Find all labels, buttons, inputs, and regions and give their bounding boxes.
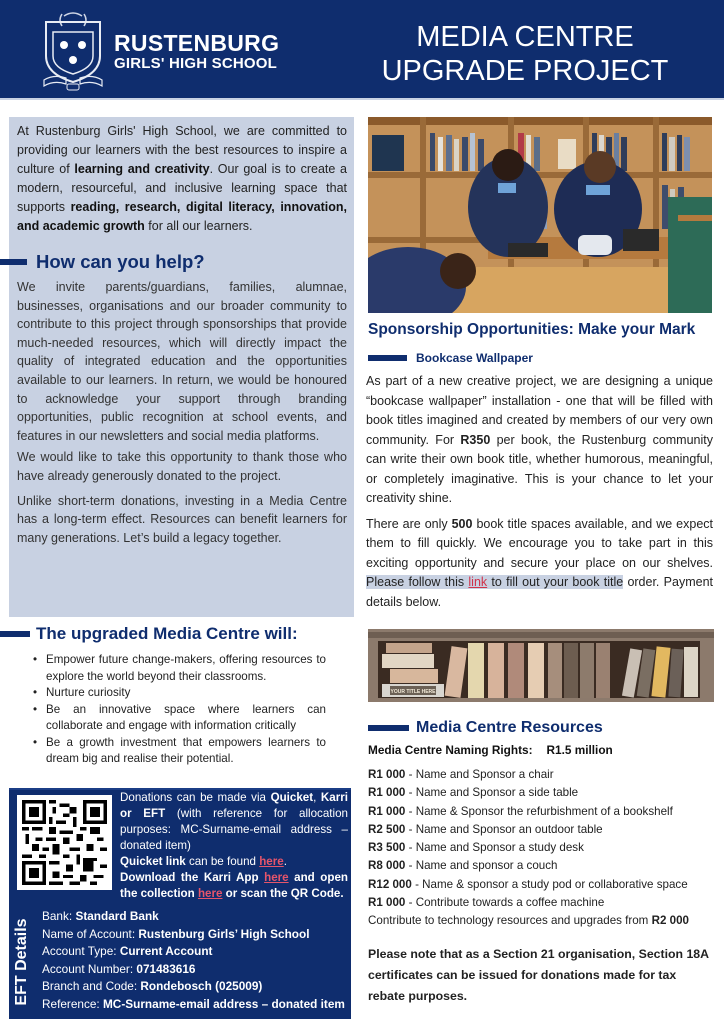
bookcase-text-2e: to fill out your book title <box>487 575 624 589</box>
eft-key: Account Number: <box>42 961 137 976</box>
donate-text-3: can be found <box>185 855 260 868</box>
eft-row-branch <box>42 978 350 996</box>
bookcase-paragraph-1 <box>366 372 713 509</box>
resource-desc: - Name and sponsor a couch <box>405 859 558 873</box>
school-name-line1: RUSTENBURG <box>114 30 280 56</box>
eft-key: Bank: <box>42 909 76 923</box>
resource-desc: - Name and Sponsor an outdoor table <box>405 822 603 836</box>
resource-desc: - Name and Sponsor a study desk <box>405 841 584 855</box>
resource-price: R8 000 <box>368 859 406 873</box>
school-crest-icon <box>40 8 106 92</box>
donate-text-5: and open the collection <box>120 871 348 900</box>
tax-note: Please note that as a Section 21 organisation, Section 18A certificates can be issued for donations made for tax rebate purposes. <box>368 947 709 1003</box>
resource-price: R2 500 <box>368 822 406 836</box>
donate-dot: . <box>283 855 287 868</box>
bookcase-text-1a: As part of a new creative project, we are designing a unique “bookcase wallpaper” installation - one that will be filled with book titles imagined and created by members of our very own community. For <box>366 374 713 447</box>
bookcase-text-2d: Please follow this <box>366 575 469 589</box>
resource-desc: - Name & Sponsor the refurbishment of a bookshelf <box>405 804 673 818</box>
bookcase-description <box>366 372 713 618</box>
karri-collection-here-link[interactable]: here <box>197 887 223 900</box>
resources-list <box>368 766 718 931</box>
eft-value: 071483616 <box>136 961 196 976</box>
section-accent-bar <box>368 725 409 731</box>
bookcase-text-2c: book title spaces available, and we expect them to fill quickly. We encourage you to take part in this exciting opportunity and secure your place on our shelves. <box>366 516 713 570</box>
resource-item <box>368 766 718 784</box>
intro-bold-2: reading, research, digital literacy, innovation, and academic growth <box>17 200 348 233</box>
qr-code[interactable] <box>17 795 112 890</box>
help-heading: How can you help? <box>36 251 205 272</box>
eft-details-list <box>42 908 350 1014</box>
karri-eft-label: Karri or EFT <box>120 791 348 820</box>
naming-rights-label: Media Centre Naming Rights: <box>368 743 533 757</box>
karri-app-here-link[interactable]: here <box>264 871 289 884</box>
eft-value: Standard Bank <box>75 909 159 923</box>
resource-item <box>368 857 718 875</box>
donate-text-4: Download the Karri App <box>120 871 265 884</box>
quicket-link-label: Quicket link <box>120 855 186 868</box>
qr-code-icon <box>22 800 107 885</box>
bookcase-text-2f: order. Payment details below. <box>366 575 713 609</box>
resource-desc: Contribute to technology resources and upgrades from <box>368 914 652 928</box>
resource-price: R2 000 <box>651 914 689 928</box>
intro-bold-1: learning and creativity <box>74 162 210 176</box>
project-title-line2: UPGRADE PROJECT <box>381 55 669 87</box>
eft-value: Current Account <box>119 944 213 959</box>
resource-desc: - Name & sponsor a study pod or collaborative space <box>411 877 688 891</box>
library-photo-illustration <box>368 117 712 313</box>
bookcase-paragraph-2 <box>366 515 713 613</box>
help-paragraph-1: We invite parents/guardians, families, alumnae, businesses, organisations and our broader community to contribute to this project through sponsorships that provide much-needed resources, which will directly impact the quality of integrated education and the opportunities available to our learners. In return, we would be honoured to acknowledge your support through branding opportunities, public recognition at school events, and features in our newsletters and social media platforms. <box>17 280 347 443</box>
header-banner <box>0 0 724 100</box>
list-item: • Be an innovative space where learners can collaborate and engage with information critically <box>46 702 326 735</box>
resource-item <box>368 803 718 821</box>
bookcase-subheading: Bookcase Wallpaper <box>416 351 533 365</box>
resource-price: R1 000 <box>368 804 406 818</box>
list-item: • Nurture curiosity <box>46 685 326 702</box>
eft-value: Rondebosch (025009) <box>140 979 263 994</box>
eft-key: Branch and Code: <box>42 979 141 994</box>
eft-details-label: EFT Details <box>13 918 30 1006</box>
library-photo <box>368 117 712 313</box>
list-item: • Be a growth investment that empowers learners to dream big and realise their potential. <box>46 735 326 768</box>
resource-item <box>368 894 718 912</box>
donate-text-1: Donations can be made via <box>120 791 271 804</box>
upgrade-heading: The upgraded Media Centre will: <box>36 624 298 643</box>
help-paragraph-2: We would like to take this opportunity to thank those who have already generously donated to the project. <box>17 450 347 483</box>
resource-item <box>368 784 718 802</box>
help-text <box>17 278 347 550</box>
shelf-book-label: YOUR TITLE HERE <box>390 689 436 695</box>
resource-item <box>368 821 718 839</box>
intro-text-1: At Rustenburg Girls' High School, we are committed to providing our learners with the best resources to inspire a culture of <box>17 124 347 176</box>
donate-comma: , <box>313 791 321 804</box>
quicket-here-link[interactable]: here <box>259 855 284 868</box>
bookcase-text-1c: per book, the Rustenburg community can write their own book title, whether humorous, meaningful, or completely imaginative. This is your chance to let your creativity shine. <box>366 432 713 505</box>
resources-heading: Media Centre Resources <box>416 719 603 736</box>
help-paragraph-3: Unlike short-term donations, investing in a Media Centre has a long-term effect. Resources can benefit learners for many generations. Let’s build a legacy together. <box>17 493 347 545</box>
naming-rights <box>368 742 613 758</box>
eft-row-account-type <box>42 943 350 961</box>
section-accent-bar <box>0 631 30 637</box>
eft-value: Rustenburg Girls’ High School <box>138 926 310 941</box>
resource-desc: - Name and Sponsor a side table <box>405 786 579 800</box>
naming-rights-value: R1.5 million <box>546 743 613 757</box>
eft-key: Name of Account: <box>42 926 139 941</box>
project-title <box>380 20 670 88</box>
highlighted-instruction <box>366 575 623 589</box>
section-accent-bar <box>368 355 407 361</box>
resource-item <box>368 876 718 894</box>
resource-price: R1 000 <box>368 768 406 781</box>
donate-text-2: (with reference for allocation purposes: MC-Surname-email address – donated item) <box>120 807 348 852</box>
bookcase-text-2a: There are only <box>366 516 452 531</box>
resource-price: R1 000 <box>368 896 406 910</box>
upgrade-list <box>46 652 326 768</box>
resource-price: R1 000 <box>368 786 406 800</box>
intro-paragraph <box>17 122 347 236</box>
project-title-line1: MEDIA CENTRE <box>416 21 634 53</box>
eft-row-account-name <box>42 926 350 944</box>
school-name <box>114 31 279 72</box>
section-accent-bar <box>0 259 27 265</box>
donation-instructions <box>120 790 348 902</box>
resource-price: R12 000 <box>368 877 412 891</box>
list-item: • Empower future change-makers, offering resources to explore the world beyond their classrooms. <box>46 652 326 685</box>
sponsorship-heading: Sponsorship Opportunities: Make your Mark <box>368 321 696 338</box>
resource-item <box>368 839 718 857</box>
eft-value: MC-Surname-email address – donated item <box>102 996 345 1011</box>
school-name-line2: GIRLS' HIGH SCHOOL <box>114 55 278 72</box>
eft-key: Reference: <box>42 996 103 1011</box>
resource-price: R3 500 <box>368 841 406 855</box>
resource-desc: - Contribute towards a coffee machine <box>405 896 605 910</box>
intro-text-3: for all our learners. <box>144 219 253 233</box>
book-title-order-link[interactable]: link <box>468 575 488 589</box>
book-spaces-count: 500 <box>451 516 473 531</box>
eft-key: Account Type: <box>42 944 120 959</box>
eft-row-bank <box>42 908 350 926</box>
resource-item-technology <box>368 912 718 930</box>
quicket-label: Quicket <box>270 791 314 804</box>
intro-text-2: . Our goal is to create a modern, resourceful, and inclusive learning space that supports <box>17 162 347 214</box>
eft-row-account-number <box>42 961 350 979</box>
eft-row-reference <box>42 996 350 1014</box>
bookcase-wallpaper-illustration <box>368 629 714 702</box>
resource-desc: - Name and Sponsor a chair <box>405 768 554 781</box>
book-price: R350 <box>460 432 491 447</box>
donate-text-6: or scan the QR Code. <box>222 887 344 900</box>
